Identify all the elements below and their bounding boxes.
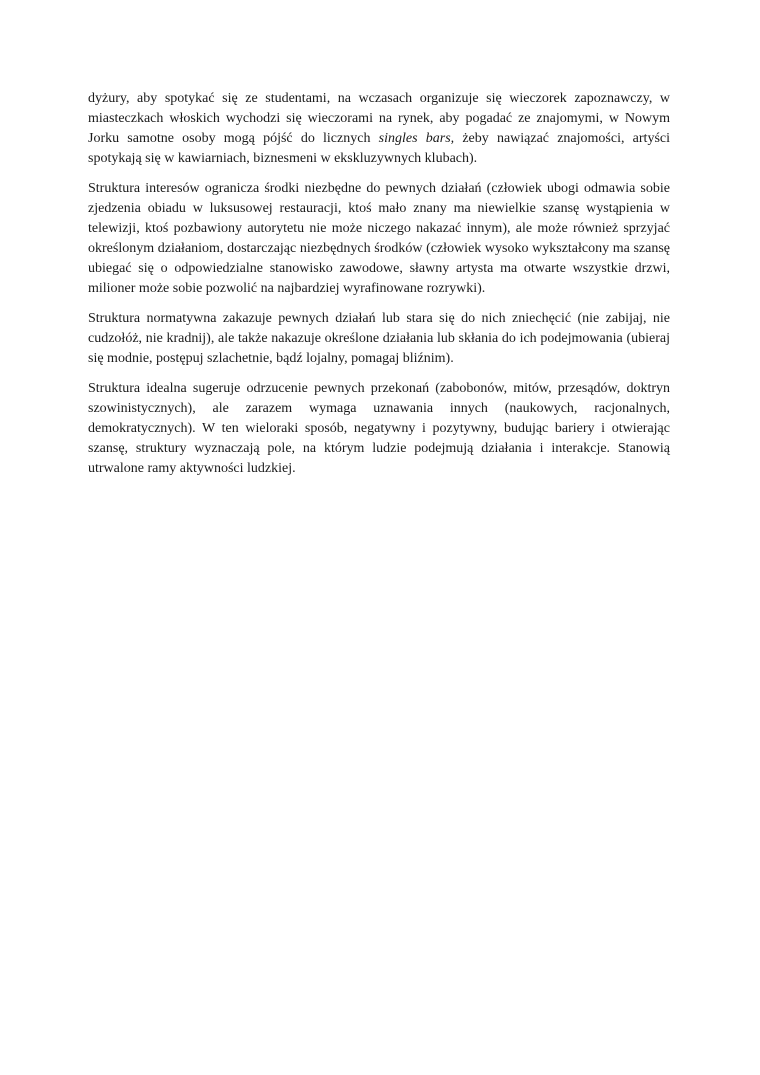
document-page <box>88 89 670 489</box>
paragraph-interest-structure: Struktura interesów ogranicza środki niezbędne do pewnych działań (człowiek ubogi odmawia sobie zjedzenia obiadu w luksusowej restauracji, ktoś mało znany ma niewielkie szansę wystąpienia w telewizji, ktoś pozbawiony autorytetu nie może niczego nakazać innym), ale może również sprzyjać określonym działaniom, dostarczając niezbędnych środków (człowiek wysoko wykształcony ma szansę ubiegać się o odpowiedzialne stanowisko zawodowe, sławny artysta ma otwarte wszystkie drzwi, milioner może sobie pozwolić na najbardziej wyrafinowane rozrywki). <box>88 181 670 296</box>
paragraph-meeting-places <box>88 89 670 169</box>
italic-phrase: singles bars, <box>378 131 455 146</box>
paragraph-text: dyżury, aby spotykać się ze studentami, na wczasach organizuje się wieczorek zapoznawczy, w miasteczkach włoskich wychodzi się wieczorami na rynek, aby pogadać ze znajomymi, w Nowym Jorku samotne osoby mogą pójść do licznych <box>88 91 670 146</box>
paragraph-text: żeby nawiązać znajomości, artyści spotykają się w kawiarniach, biznesmeni w ekskluzywnych klubach). <box>88 131 670 166</box>
paragraph-ideal-structure: Struktura idealna sugeruje odrzucenie pewnych przekonań (zabobonów, mitów, przesądów, doktryn szowinistycznych), ale zarazem wymaga uznawania innych (naukowych, racjonalnych, demokratycznych). W ten wieloraki sposób, negatywny i pozytywny, budując bariery i otwierając szansę, struktury wyznaczają pole, na którym ludzie podejmują działania i interakcje. Stanowią utrwalone ramy aktywności ludzkiej. <box>88 381 670 476</box>
paragraph-normative-structure: Struktura normatywna zakazuje pewnych działań lub stara się do nich zniechęcić (nie zabijaj, nie cudzołóż, nie kradnij), ale także nakazuje określone działania lub skłania do ich podejmowania (ubieraj się modnie, postępuj szlachetnie, bądź lojalny, pomagaj bliźnim). <box>88 311 670 366</box>
